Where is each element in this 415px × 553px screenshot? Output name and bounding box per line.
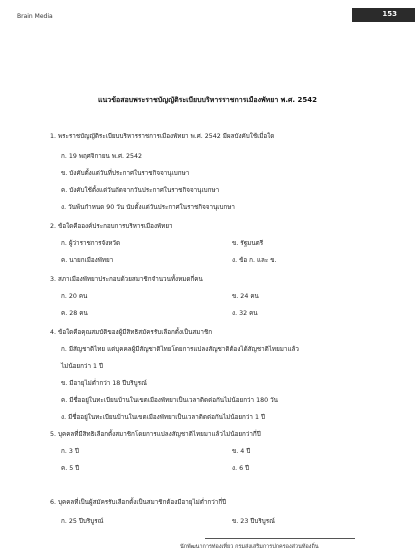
question-6-stem: 6. บุคคลที่เป็นผู้สมัครรับเลือกตั้งเป็นสมาชิกต้องมีอายุไม่ต่ำกว่ากี่ปี — [50, 499, 227, 506]
question-4-option-b: ข. มีอายุไม่ต่ำกว่า 18 ปีบริบูรณ์ — [61, 380, 147, 387]
question-1-stem: 1. พระราชบัญญัติระเบียบบริหารราชการเมืองพัทยา พ.ศ. 2542 มีผลบังคับใช้เมื่อใด — [50, 133, 275, 140]
page-number: 153 — [382, 10, 397, 18]
question-1-option-a: ก. 19 พฤศจิกายน พ.ศ. 2542 — [61, 153, 143, 160]
question-1-option-c: ค. บังคับใช้ตั้งแต่วันถัดจากวันประกาศในราชกิจจานุเบกษา — [61, 187, 220, 194]
page-header — [0, 0, 415, 22]
question-4-option-d: ง. มีชื่ออยู่ในทะเบียนบ้านในเขตเมืองพัทยาเป็นเวลาติดต่อกันไม่น้อยกว่า 1 ปี — [61, 414, 265, 421]
question-2-stem: 2. ข้อใดคือองค์ประกอบการบริหารเมืองพัทยา — [50, 223, 173, 230]
question-5-option-d: ง. 6 ปี — [232, 465, 250, 472]
question-6-option-b: ข. 23 ปีบริบูรณ์ — [232, 518, 275, 525]
document-title: แนวข้อสอบพระราชบัญญัติระเบียบบริหารราชการเมืองพัทยา พ.ศ. 2542 — [97, 96, 318, 104]
question-1-option-b: ข. บังคับตั้งแต่วันที่ประกาศในราชกิจจานุเบกษา — [61, 170, 190, 177]
page-footer: นักพัฒนาการท่องเที่ยว กรมส่งเสริมการปกครองส่วนท้องถิ่น — [180, 544, 319, 550]
question-5-option-a: ก. 3 ปี — [61, 448, 79, 455]
question-5-option-c: ค. 5 ปี — [61, 465, 80, 472]
question-3-option-b: ข. 24 คน — [232, 293, 259, 300]
question-2-option-a: ก. ผู้ว่าราชการจังหวัด — [61, 240, 121, 247]
question-4-stem: 4. ข้อใดคือคุณสมบัติของผู้มีสิทธิสมัครรับเลือกตั้งเป็นสมาชิก — [50, 329, 213, 336]
question-1-option-d: ง. วันพ้นกำหนด 90 วัน นับตั้งแต่วันประกาศในราชกิจจานุเบกษา — [61, 204, 235, 211]
question-4-option-a: ก. มีสัญชาติไทย แต่บุคคลผู้มีสัญชาติไทยโดยการแปลงสัญชาติต้องได้สัญชาติไทยมาแล้ว — [61, 346, 299, 353]
question-2-option-c: ค. นายกเมืองพัทยา — [61, 257, 114, 264]
question-6-option-a: ก. 25 ปีบริบูรณ์ — [61, 518, 104, 525]
page-number-badge — [352, 8, 415, 22]
question-5-option-b: ข. 4 ปี — [232, 448, 251, 455]
question-2-option-d: ง. ข้อ ก. และ ข. — [232, 257, 277, 264]
question-3-option-d: ง. 32 คน — [232, 310, 258, 317]
question-3-option-c: ค. 28 คน — [61, 310, 88, 317]
question-3-option-a: ก. 20 คน — [61, 293, 88, 300]
question-5-stem: 5. บุคคลที่มีสิทธิเลือกตั้งสมาชิกโดยการแปลงสัญชาติไทยมาแล้วไม่น้อยกว่ากี่ปี — [50, 431, 261, 438]
question-4-option-c: ค. มีชื่ออยู่ในทะเบียนบ้านในเขตเมืองพัทยาเป็นเวลาติดต่อกันไม่น้อยกว่า 180 วัน — [61, 397, 278, 404]
question-3-stem: 3. สภาเมืองพัทยาประกอบด้วยสมาชิกจำนวนทั้งหมดกี่คน — [50, 276, 203, 283]
question-4-option-a-continued: ไม่น้อยกว่า 1 ปี — [61, 363, 103, 370]
brand-name: Brain Media — [17, 13, 53, 20]
question-2-option-b: ข. รัฐมนตรี — [232, 240, 264, 247]
footer-divider — [205, 538, 355, 539]
